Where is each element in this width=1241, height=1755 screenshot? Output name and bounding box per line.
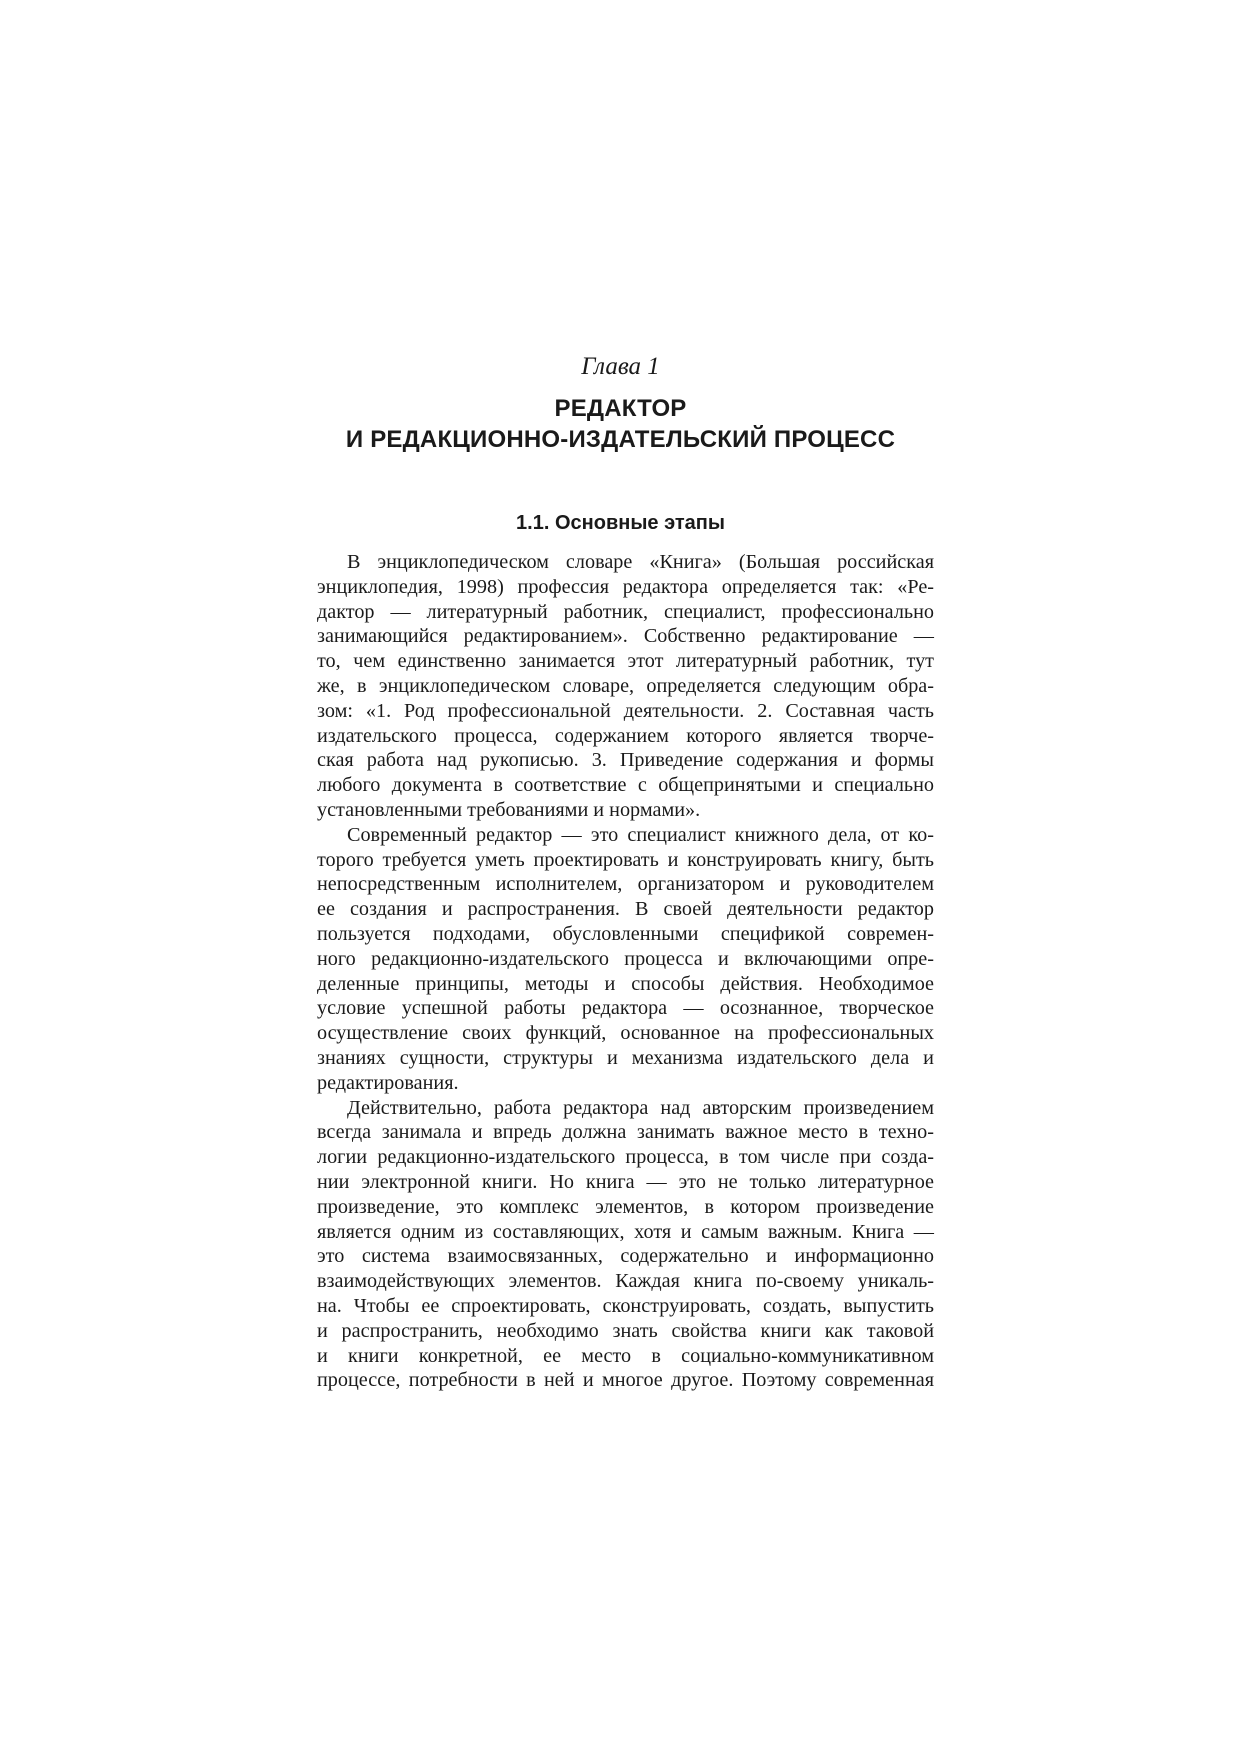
text-line: знаниях сущности, структуры и механизма издательского дела и xyxy=(317,1046,934,1069)
text-line: условие успешной работы редактора — осознанное, творческое xyxy=(317,997,934,1020)
body-text xyxy=(317,550,934,1393)
text-line: осуществление своих функций, основанное на профессиональных xyxy=(317,1022,934,1045)
text-line: торого требуется уметь проектировать и конструировать книгу, быть xyxy=(317,848,934,871)
text-line: Действительно, работа редактора над авторским произведением xyxy=(347,1096,934,1119)
text-line: на. Чтобы ее спроектировать, сконструировать, создать, выпустить xyxy=(317,1294,934,1317)
text-line: и распространить, необходимо знать свойства книги как таковой xyxy=(317,1319,934,1342)
paragraph-3 xyxy=(317,1096,934,1394)
text-line: это система взаимосвязанных, содержательно и информационно xyxy=(317,1245,934,1268)
text-line: же, в энциклопедическом словаре, определяется следующим обра- xyxy=(317,674,934,697)
text-line: В энциклопедическом словаре «Книга» (Большая российская xyxy=(347,551,934,573)
text-line: то, чем единственно занимается этот литературный работник, тут xyxy=(317,650,934,673)
text-line: деленные принципы, методы и способы действия. Необходимое xyxy=(317,972,934,995)
text-line: и книги конкретной, ее место в социально-коммуникативном xyxy=(317,1344,934,1367)
chapter-title-line-1: РЕДАКТОР xyxy=(554,395,687,422)
chapter-title xyxy=(0,393,1241,455)
paragraph-1 xyxy=(317,550,934,823)
chapter-title-line-2: И РЕДАКЦИОННО-ИЗДАТЕЛЬСКИЙ ПРОЦЕСС xyxy=(345,426,896,453)
paragraph-2 xyxy=(317,823,934,1096)
text-line: редактирования. xyxy=(317,1071,459,1094)
text-line: пользуется подходами, обусловленными спецификой современ- xyxy=(317,922,934,945)
text-line: взаимодействующих элементов. Каждая книга по-своему уникаль- xyxy=(317,1270,934,1293)
text-line: логии редакционно-издательского процесса, в том числе при созда- xyxy=(317,1146,934,1169)
text-line: всегда занимала и впредь должна занимать важное место в техно- xyxy=(317,1121,934,1144)
chapter-label: Глава 1 xyxy=(581,353,660,380)
text-line: произведение, это комплекс элементов, в котором произведение xyxy=(317,1195,934,1218)
text-line: Современный редактор — это специалист книжного дела, от ко- xyxy=(347,823,934,846)
text-line: зом: «1. Род профессиональной деятельности. 2. Составная часть xyxy=(317,699,934,722)
text-line: занимающийся редактированием». Собственно редактирование — xyxy=(317,625,934,648)
text-line: нии электронной книги. Но книга — это не только литературное xyxy=(317,1170,934,1193)
text-line: является одним из составляющих, хотя и самым важным. Книга — xyxy=(317,1220,934,1243)
text-line: ее создания и распространения. В своей деятельности редактор xyxy=(317,898,934,921)
text-line: установленными требованиями и нормами». xyxy=(317,798,701,821)
text-line: ская работа над рукописью. 3. Приведение содержания и формы xyxy=(317,749,934,772)
text-line: ного редакционно-издательского процесса и включающими опре- xyxy=(317,947,934,970)
text-line: любого документа в соответствие с общепринятыми и специально xyxy=(317,774,934,797)
text-line: издательского процесса, содержанием которого является творче- xyxy=(317,724,934,747)
text-line: дактор — литературный работник, специалист, профессионально xyxy=(317,600,934,623)
section-title: 1.1. Основные этапы xyxy=(516,512,725,534)
text-line: процессе, потребности в ней и многое другое. Поэтому современная xyxy=(317,1369,934,1392)
text-line: энциклопедия, 1998) профессия редактора определяется так: «Ре- xyxy=(317,575,934,598)
text-line: непосредственным исполнителем, организатором и руководителем xyxy=(317,873,934,896)
